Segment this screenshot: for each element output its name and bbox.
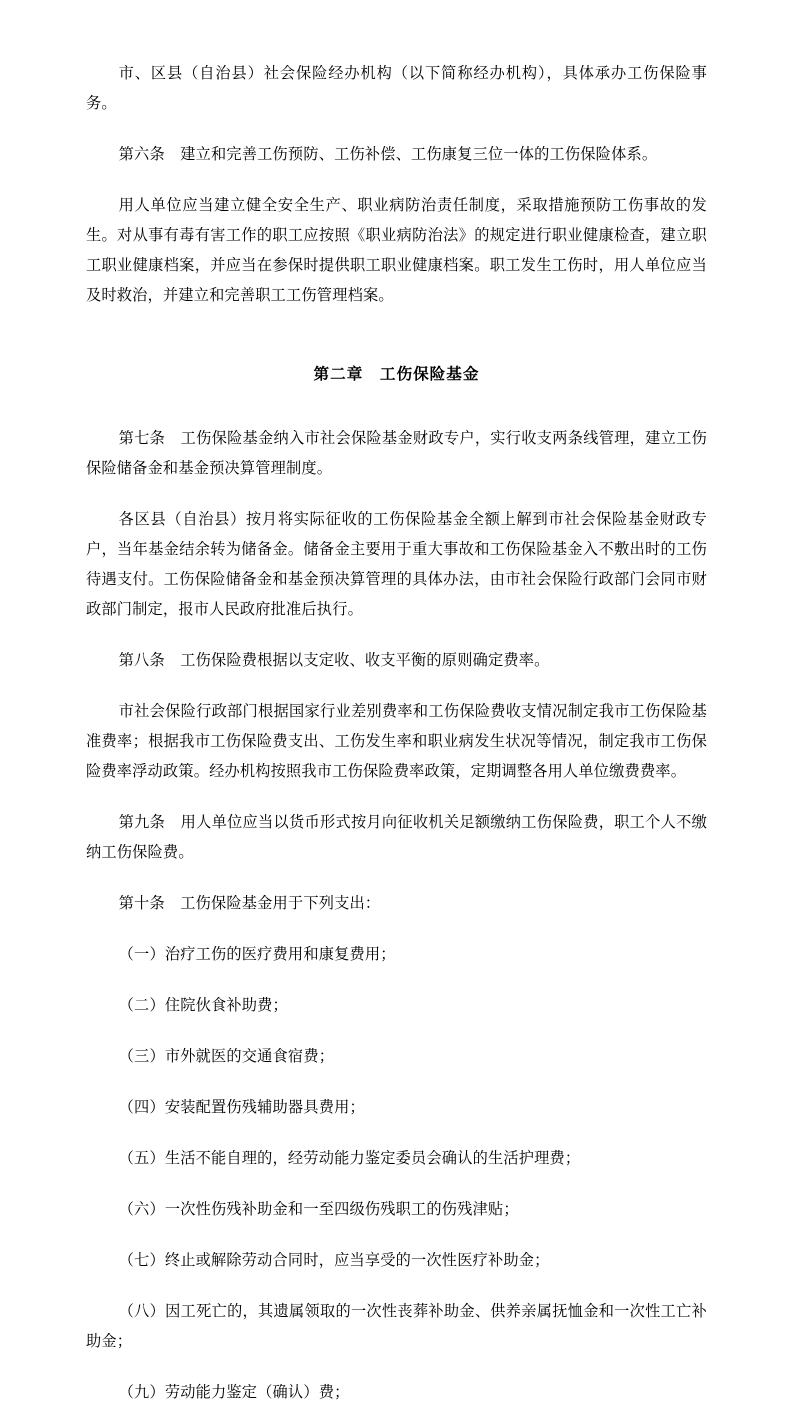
heading-spacer-above [86, 317, 707, 359]
paragraph: 第七条 工伤保险基金纳入市社会保险基金财政专户，实行收支两条线管理，建立工伤保险储备金和基金预决算管理制度。 [86, 429, 707, 477]
chapter-heading: 第二章 工伤保险基金 [313, 364, 480, 383]
list-item: （八）因工死亡的，其遗属领取的一次性丧葬补助金、供养亲属抚恤金和一次性工亡补助金； [86, 1302, 707, 1350]
list-item: （二）住院伙食补助费； [118, 996, 288, 1014]
list-item: （三）市外就医的交通食宿费； [118, 1047, 335, 1065]
list-item: （一）治疗工伤的医疗费用和康复费用； [118, 945, 396, 963]
paragraph: 第十条 工伤保险基金用于下列支出： [118, 894, 381, 912]
list-spacer [86, 1231, 707, 1245]
list-item: （七）终止或解除劳动合同时，应当享受的一次性医疗补助金； [118, 1251, 550, 1269]
list-spacer [86, 925, 707, 939]
paragraph-spacer [86, 176, 707, 190]
paragraph-spacer [86, 793, 707, 807]
paragraph-spacer [86, 631, 707, 645]
list-spacer [86, 1363, 707, 1377]
paragraph: 各区县（自治县）按月将实际征收的工伤保险基金全额上解到市社会保险基金财政专户，当年基金结余转为储备金。储备金主要用于重大事故和工伤保险基金入不敷出时的工伤待遇支付。工伤保险储备金和基金预决算管理的具体办法，由市社会保险行政部门会同市财政部门制定，报市人民政府批准后执行。 [86, 510, 707, 618]
paragraph-spacer [86, 874, 707, 888]
paragraph: 市、区县（自治县）社会保险经办机构（以下简称经办机构），具体承办工伤保险事务。 [86, 64, 707, 112]
paragraph-spacer [86, 490, 707, 504]
paragraph: 市社会保险行政部门根据国家行业差别费率和工伤保险费收支情况制定我市工伤保险基准费率；根据我市工伤保险费支出、工伤发生率和职业病发生状况等情况，制定我市工伤保险费率浮动政策。经办机构按照我市工伤保险费率政策，定期调整各用人单位缴费费率。 [86, 702, 707, 780]
list-spacer [86, 1027, 707, 1041]
paragraph: 第九条 用人单位应当以货币形式按月向征收机关足额缴纳工伤保险费，职工个人不缴纳工伤保险费。 [86, 813, 707, 861]
paragraph-spacer [86, 682, 707, 696]
list-spacer [86, 1129, 707, 1143]
paragraph-spacer [86, 125, 707, 139]
paragraph: 第八条 工伤保险费根据以支定收、收支平衡的原则确定费率。 [118, 651, 550, 669]
paragraph: 用人单位应当建立健全安全生产、职业病防治责任制度，采取措施预防工伤事故的发生。对从事有毒有害工作的职工应按照《职业病防治法》的规定进行职业健康检查，建立职工职业健康档案，并应当在参保时提供职工职业健康档案。职工发生工伤时，用人单位应当及时救治，并建立和完善职工工伤管理档案。 [86, 196, 707, 304]
list-item: （四）安装配置伤残辅助器具费用； [118, 1098, 365, 1116]
list-item: （六）一次性伤残补助金和一至四级伤残职工的伤残津贴； [118, 1200, 519, 1218]
list-spacer [86, 1282, 707, 1296]
heading-spacer-below [86, 389, 707, 423]
paragraph: 第六条 建立和完善工伤预防、工伤补偿、工伤康复三位一体的工伤保险体系。 [118, 145, 658, 163]
list-spacer [86, 976, 707, 990]
list-item: （五）生活不能自理的，经劳动能力鉴定委员会确认的生活护理费； [118, 1149, 581, 1167]
list-spacer [86, 1078, 707, 1092]
list-spacer [86, 1180, 707, 1194]
list-item: （九）劳动能力鉴定（确认）费； [118, 1383, 350, 1401]
